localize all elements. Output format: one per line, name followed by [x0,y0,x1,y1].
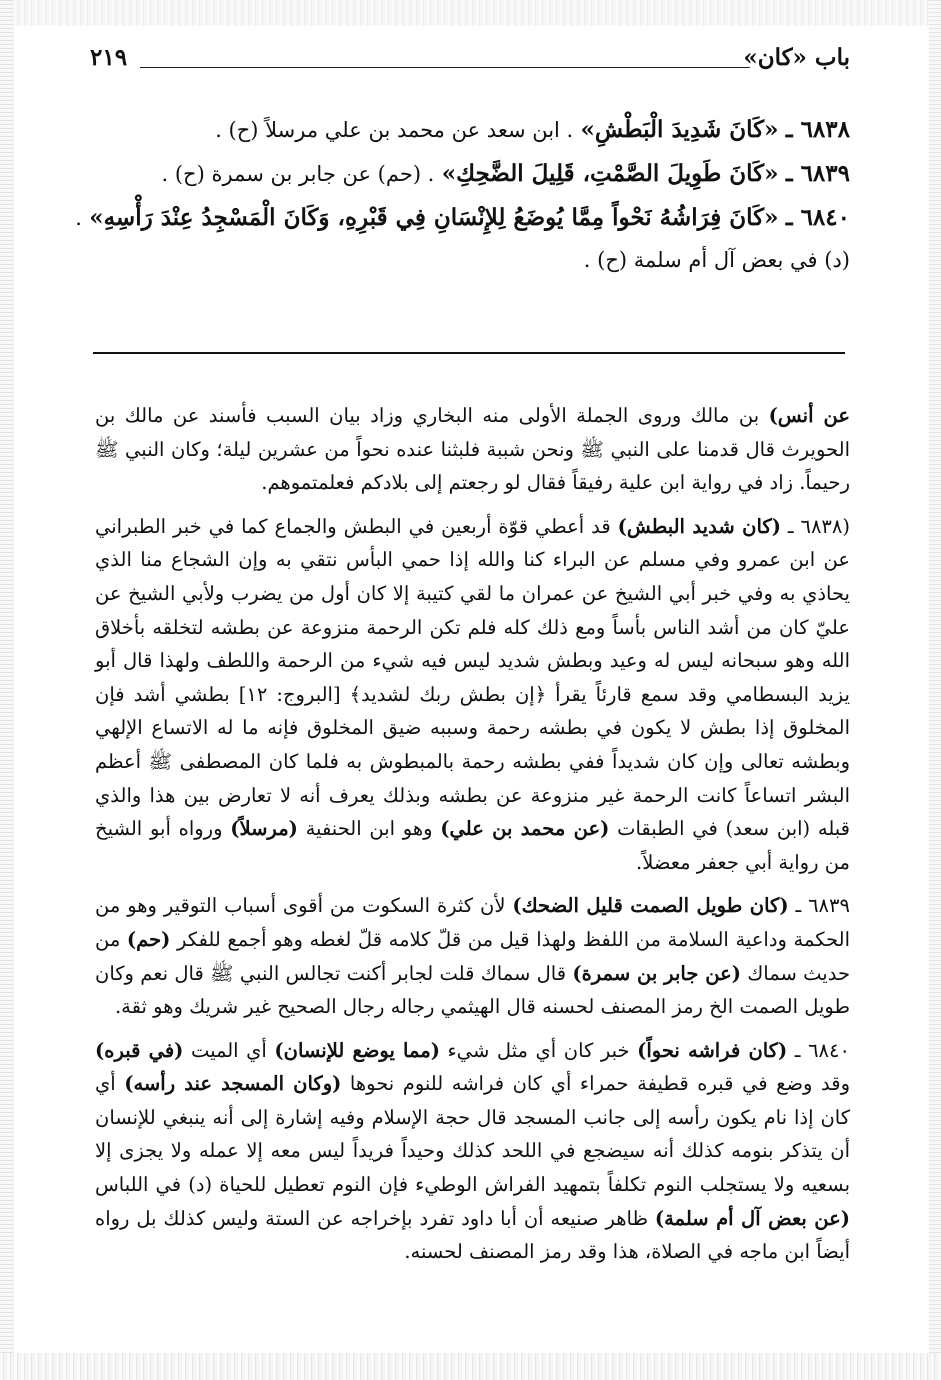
hadith-list [75,108,850,280]
hadith-number: ٦٨٤٠ ـ [785,204,850,231]
scan-edge-bottom [0,1353,941,1380]
hadith-6840-source-line: (د) في بعض آل أم سلمة (ح) . [583,248,850,272]
commentary-paragraph: عن أنس) بن مالك وروى الجملة الأولى منه البخاري وزاد بيان السبب فأسند عن مالك بن الحويرث قال قدمنا على النبي ﷺ ونحن شببة فلبثنا عنده نحواً من عشرين ليلة؛ وكان النبي ﷺ رحيماً. زاد في رواية ابن علية رفيقاً فقال لو رجعتم إلى بلادكم فعلمتموهم. [95,404,851,495]
hadith-source: . [75,206,82,230]
commentary-paragraph: ٦٨٤٠ ـ (كان فراشه نحواً) خبر كان أي مثل شيء (مما يوضع للإنسان) أي الميت (في قبره) وقد وضع في قبره قطيفة حمراء أي كان فراشه للنوم نحوها (وكان المسجد عند رأسه) أي كان إذا نام يكون رأسه إلى جانب المسجد قال حجة الإسلام وفيه إشارة إلى أنه ينبغي للإنسان أن يتذكر بنومه كذلك أنه سيضجع في اللحد كذلك وحيداً فريداً ليس معه إلا عمله ولا يجزى إلا بسعيه ولا يستجلب النوم تكلفاً بتمهيد الفراش الوطيء فإن النوم تعطيل للحياة (د) في اللباس (عن بعض آل أم سلمة) ظاهر صنيعه أن أبا داود تفرد بإخراجه عن الستة وليس كذلك بل رواه أيضاً ابن ماجه في الصلاة، هذا وقد رمز المصنف لحسنه. [95,1038,850,1264]
commentary-paragraph: (٦٨٣٨ ـ (كان شديد البطش) قد أعطي قوّة أربعين في البطش والجماع كما في خبر الطبراني عن ابن عمرو وفي مسلم عن البراء كنا والله إذا حمي البأس نتقي به وإن الشجاع منا الذي يحاذي به وفي خبر أبي الشيخ عن عمران ما لقي كتيبة إلا كان أول من يضرب ولأبي الشيخ عن عليّ كان من أشد الناس بأساً ومع ذلك كله فلم تكن الرحمة منزوعة عن بطشه لتخلقه بأخلاق الله وهو سبحانه ليس له وعيد وبطش شديد ليس فيه شيء من الرحمة واللطف ولهذا قال أبو يزيد البسطامي وقد سمع قارئاً يقرأ ﴿إن بطش ربك لشديد﴾ [البروج: ١٢] بطشي أشد فإن المخلوق إذا بطش لا يكون في بطشه رحمة وسببه ضيق المخلوق فإنه ما له الاتساع الإلهي وبطشه تعالى وإن كان شديداً ففي بطشه رحمة بالمبطوش به فلما كان المصطفى ﷺ أعظم البشر اتساعاً كانت الرحمة غير منزوعة عن بطشه وبذلك يعرف أنه لا تعارض بين هذا والذي قبله (ابن سعد) في الطبقات (عن محمد بن علي) وهو ابن الحنفية (مرسلاً) ورواه أبو الشيخ من رواية أبي جعفر معضلاً. [95,514,850,874]
header-rule [140,67,750,68]
scan-edge-left [0,0,14,1380]
hadith-6840 [75,196,850,240]
hadith-text: «كَانَ شَدِيدَ الْبَطْشِ» [580,116,779,143]
hadith-source: . ابن سعد عن محمد بن علي مرسلاً (ح) . [215,118,574,142]
hadith-number: ٦٨٣٨ ـ [785,116,850,143]
hadith-6838 [85,108,850,152]
hadith-number: ٦٨٣٩ ـ [785,160,850,187]
hadith-6839 [85,152,850,196]
commentary [95,399,850,1279]
hadith-text: «كَانَ طَوِيلَ الصَّمْتِ، قَلِيلَ الضَّحِكِ» [441,160,779,187]
page-header [90,42,850,78]
chapter-title: باب «كان» [743,44,850,71]
hadith-source: . (حم) عن جابر بن سمرة (ح) . [161,162,435,186]
commentary-paragraph: ٦٨٣٩ ـ (كان طويل الصمت قليل الضحك) لأن كثرة السكوت من أقوى أسباب التوقير وهو من الحكمة وداعية السلامة من اللفظ ولهذا قيل من قلّ كلامه قلّ لغطه وهو أجمع للفكر (حم) من حديث سماك (عن جابر بن سمرة) قال سماك قلت لجابر أكنت تجالس النبي ﷺ قال نعم وكان طويل الصمت الخ رمز المصنف لحسنه قال الهيثمي رجاله رجال الصحيح غير شريك وهو ثقة. [95,894,851,1019]
footnote-divider [93,352,845,354]
scan-edge-top [0,0,941,26]
page-number: ٢١٩ [90,44,128,71]
scan-edge-right [929,0,941,1380]
hadith-text: «كَانَ فِرَاشُهُ نَحْواً مِمَّا يُوضَعُ لِلإِنْسَانِ فِي قَبْرِهِ، وَكَانَ الْمَسْجِدُ عِنْدَ رَأْسِهِ» [89,204,779,231]
